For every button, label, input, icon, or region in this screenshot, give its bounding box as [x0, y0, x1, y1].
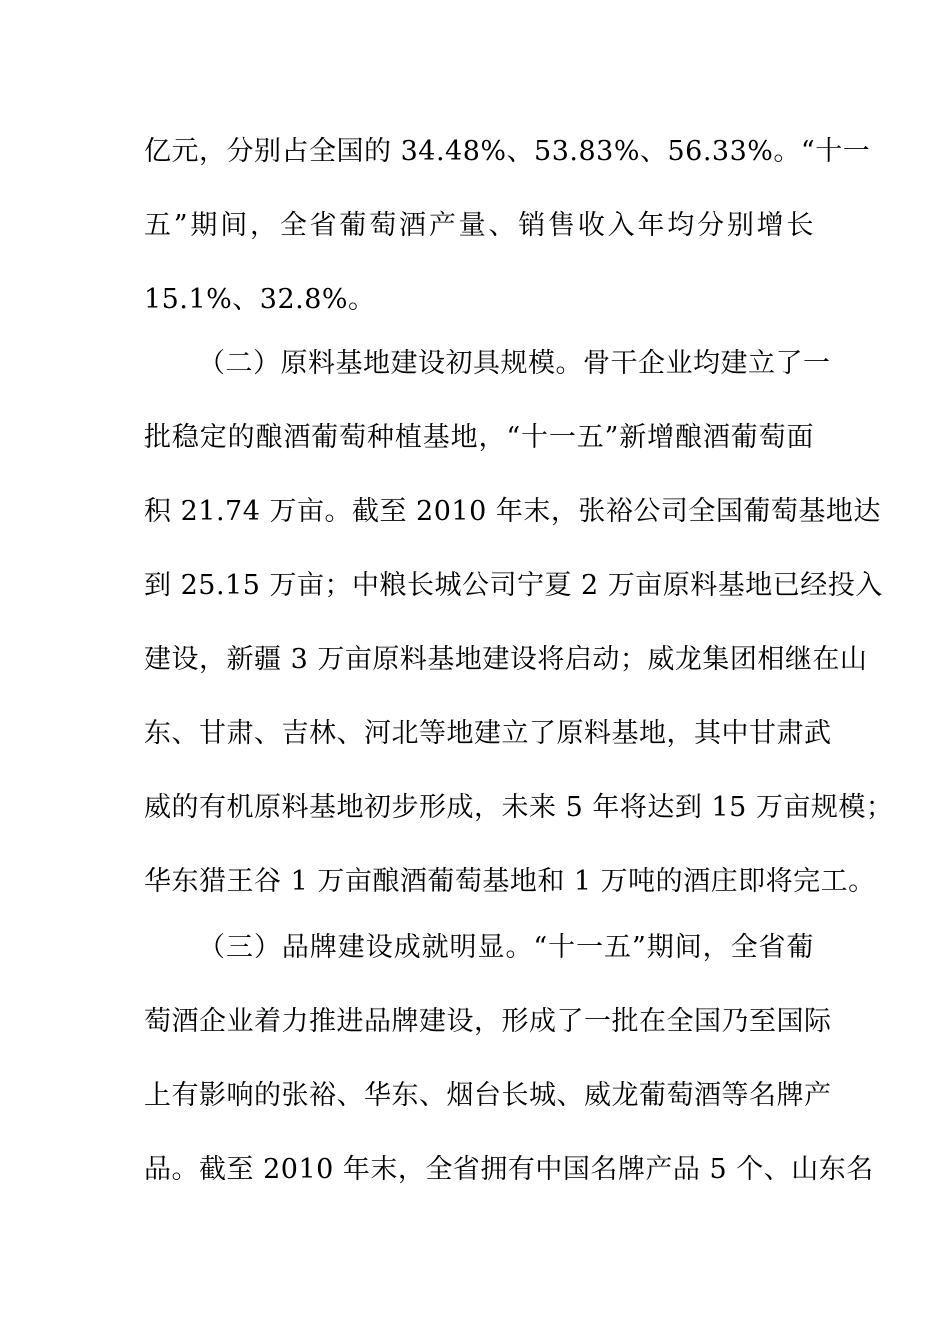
text-line: 积 21.74 万亩。截至 2010 年末，张裕公司全国葡萄基地达: [144, 496, 881, 527]
text-line: 建设，新疆 3 万亩原料基地建设将启动；威龙集团相继在山: [144, 644, 868, 675]
text-line: 品。截至 2010 年末，全省拥有中国名牌产品 5 个、山东名: [144, 1154, 874, 1185]
text-line: 威的有机原料基地初步形成，未来 5 年将达到 15 万亩规模；: [144, 792, 894, 823]
text-line: 上有影响的张裕、华东、烟台长城、威龙葡萄酒等名牌产: [144, 1080, 832, 1111]
text-line: 华东猎王谷 1 万亩酿酒葡萄基地和 1 万吨的酒庄即将完工。: [144, 866, 876, 897]
text-line: 五”期间，全省葡萄酒产量、销售收入年均分别增长: [144, 210, 814, 241]
text-line: 到 25.15 万亩；中粮长城公司宁夏 2 万亩原料基地已经投入: [144, 570, 883, 601]
text-line: 东、甘肃、吉林、河北等地建立了原料基地，其中甘肃武: [144, 718, 832, 749]
text-line: 萄酒企业着力推进品牌建设，形成了一批在全国乃至国际: [144, 1006, 832, 1037]
section-heading-line: （二）原料基地建设初具规模。骨干企业均建立了一: [198, 348, 831, 379]
text-line: 批稳定的酿酒葡萄种植基地，“十一五”新增酿酒葡萄面: [144, 422, 814, 453]
text-line: 亿元，分别占全国的 34.48%、53.83%、56.33%。“十一: [144, 136, 871, 167]
section-heading-line: （三）品牌建设成就明显。“十一五”期间，全省葡: [198, 932, 814, 963]
text-line: 15.1%、32.8%。: [144, 284, 376, 315]
